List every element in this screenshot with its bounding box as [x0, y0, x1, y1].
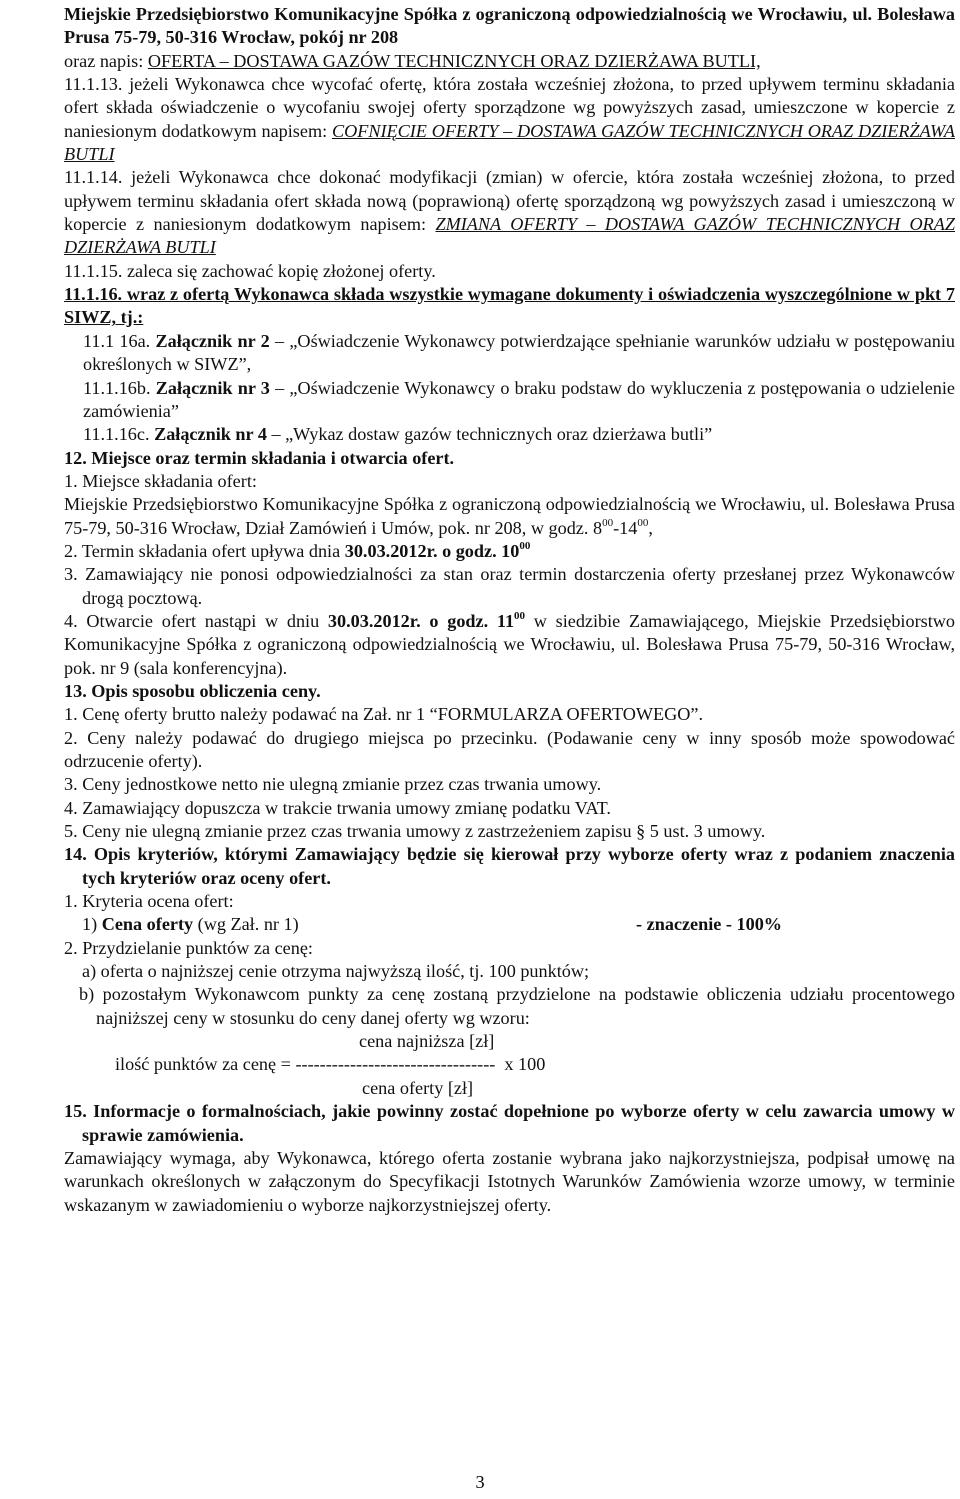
section-13-heading: 13. Opis sposobu obliczenia ceny. [64, 680, 321, 701]
section-12-4 [64, 610, 955, 680]
criteria-item [82, 913, 299, 936]
section-13-5: 5. Ceny nie ulegną zmianie przez czas trwania umowy z zastrzeżeniem zapisu § 5 ust. 3 umowy. [64, 821, 766, 842]
criteria-item-name: Cena oferty [101, 914, 194, 935]
section-12-4-place: w siedzibie Zamawiającego, Miejskie Przedsiębiorstwo Komunikacyjne Spółka z ograniczoną odpowiedzialnością we Wrocławiu, ul. Bolesława Prusa 75-79, 50-316 Wrocław, pok. nr 9 (sala konferencyjna). [64, 610, 955, 678]
header-address: Miejskie Przedsiębiorstwo Komunikacyjne Spółka z ograniczoną odpowiedzialnością we Wrocławiu, ul. Bolesława Prusa 75-79, 50-316 Wrocław, pokój nr 208 [64, 4, 955, 48]
section-12-3: 3. Zamawiający nie ponosi odpowiedzialności za stan oraz termin dostarczenia oferty przesłanej przez Wykonawców drogą pocztową. [64, 564, 955, 608]
section-12-1-title: 1. Miejsce składania ofert: [64, 470, 257, 491]
section-12-2-text: 2. Termin składania ofert upływa dnia [64, 540, 345, 561]
paragraph-11-1-13-envelope: COFNIĘCIE OFERTY – DOSTAWA GAZÓW TECHNICZNYCH ORAZ DZIERŻAWA BUTLI [64, 120, 956, 165]
paragraph-11-1-14-text: 11.1.14. jeżeli Wykonawca chce dokonać modyfikacji (zmian) w ofercie, która została wcześniej złożona, to przed upływem terminu składania ofert składa nową (poprawioną) ofertę sporządzoną wg powyższych zasad i umieszczoną w kopercie z naniesionym dodatkowym napisem: [64, 167, 955, 235]
page-number: 3 [475, 1472, 485, 1492]
header-envelope-prefix: oraz napis: [64, 50, 148, 71]
section-13-1: 1. Cenę oferty brutto należy podawać na Zał. nr 1 “FORMULARZA OFERTOWEGO”. [64, 704, 704, 725]
formula-line: ilość punktów za cenę = --------------------------------- x 100 [115, 1054, 546, 1075]
section-12-1-hour-start-sup: 00 [602, 516, 614, 529]
section-13-4: 4. Zamawiający dopuszcza w trakcie trwania umowy zmianę podatku VAT. [64, 797, 611, 818]
section-14-2-a: a) oferta o najniższej cenie otrzyma najwyższą ilość, tj. 100 punktów; [82, 961, 590, 982]
attachment-16a [64, 330, 955, 377]
criteria-weight: - znaczenie - 100% [636, 914, 782, 935]
section-15-text: Zamawiający wymaga, aby Wykonawca, którego oferta zostanie wybrana jako najkorzystniejsza, podpisał umowę na warunkach określonych w załączonym do Specyfikacji Istotnych Warunków Zamówienia wzorze umowy, w terminie wskazanym w zawiadomieniu o wyborze najkorzystniejszej oferty. [64, 1147, 955, 1215]
attachment-16b-text: – „Oświadczenie Wykonawcy o braku podstaw do wykluczenia z postępowania o udzielenie zamówienia” [83, 377, 956, 421]
paragraph-11-1-14 [64, 166, 955, 259]
section-13-3: 3. Ceny jednostkowe netto nie ulegną zmianie przez czas trwania umowy. [64, 774, 602, 795]
section-14-2-b: b) pozostałym Wykonawcom punkty za cenę zostaną przydzielone na podstawie obliczenia udziału procentowego najniższej ceny w stosunku do ceny danej oferty wg wzoru: [79, 984, 955, 1028]
criteria-row [82, 913, 782, 936]
attachment-16c [64, 423, 955, 446]
section-15-heading: 15. Informacje o formalnościach, jakie powinny zostać dopełnione po wyborze oferty w celu zawarcia umowy w sprawie zamówienia. [64, 1101, 955, 1145]
formula-numerator: cena najniższa [zł] [359, 1031, 495, 1052]
section-12-1-hour-end-sup: 00 [637, 516, 649, 529]
section-12-heading: 12. Miejsce oraz termin składania i otwarcia ofert. [64, 447, 455, 468]
attachment-16b-title: Załącznik nr 3 [155, 377, 270, 398]
attachment-16b [64, 377, 955, 424]
attachment-16c-title: Załącznik nr 4 [154, 424, 267, 445]
paragraph-11-1-16: 11.1.16. wraz z ofertą Wykonawca składa wszystkie wymagane dokumenty i oświadczenia wyszczególnione w pkt 7 SIWZ, tj.: [64, 284, 955, 328]
paragraph-11-1-13-text: 11.1.13. jeżeli Wykonawca chce wycofać ofertę, która została wcześniej złożona, to przed upływem terminu składania ofert składa oświadczenie o wycofaniu swojej oferty sporządzone wg powyższych zasad, umieszczone w kopercie z naniesionym dodatkowym napisem: [64, 74, 955, 141]
attachment-16b-number: 11.1.16b. [83, 377, 156, 398]
attachment-16c-text: – „Wykaz dostaw gazów technicznych oraz dzierżawa butli” [266, 424, 713, 445]
criteria-item-number: 1) [82, 914, 102, 935]
paragraph-11-1-15: 11.1.15. zaleca się zachować kopię złożonej oferty. [64, 260, 436, 281]
attachment-16a-text: – „Oświadczenie Wykonawcy potwierdzające spełnianie warunków udziału w postępowaniu określonych w SIWZ”, [83, 330, 955, 375]
section-12-1-end: , [648, 517, 653, 538]
section-12-4-text: 4. Otwarcie ofert nastąpi w dniu [64, 610, 328, 631]
section-12-1-text [64, 493, 955, 540]
section-12-4-date: 30.03.2012r. o godz. 11 [327, 610, 515, 631]
section-12-1-address: Miejskie Przedsiębiorstwo Komunikacyjne Spółka z ograniczoną odpowiedzialnością we Wrocławiu, ul. Bolesława Prusa 75-79, 50-316 Wrocław, Dział Zamówień i Umów, pok. nr 208, w godz. 8 [64, 494, 955, 538]
criteria-item-ref: (wg Zał. nr 1) [193, 914, 299, 935]
paragraph-11-1-14-envelope: ZMIANA OFERTY – DOSTAWA GAZÓW TECHNICZNYCH ORAZ DZIERŻAWA BUTLI [64, 214, 955, 258]
attachment-16a-title: Załącznik nr 2 [155, 330, 270, 351]
section-12-2 [64, 540, 955, 563]
paragraph-11-1-13 [64, 73, 955, 166]
header-envelope-label [64, 50, 955, 73]
section-14-heading: 14. Opis kryteriów, którymi Zamawiający będzie się kierował przy wyborze oferty wraz z podaniem znaczenia tych kryteriów oraz oceny ofert. [64, 844, 955, 888]
section-12-1-hour-end: -14 [613, 517, 638, 538]
attachment-16a-number: 11.1 16a. [83, 330, 156, 351]
header-envelope-title: OFERTA – DOSTAWA GAZÓW TECHNICZNYCH ORAZ DZIERŻAWA BUTLI, [147, 50, 761, 71]
section-14-2: 2. Przydzielanie punktów za cenę: [64, 937, 313, 958]
section-12-2-deadline-sup: 00 [519, 539, 531, 552]
formula-denominator: cena oferty [zł] [362, 1077, 474, 1098]
section-12-2-deadline: 30.03.2012r. o godz. 10 [344, 540, 520, 561]
section-12-4-date-sup: 00 [514, 609, 526, 622]
section-13-2: 2. Ceny należy podawać do drugiego miejsca po przecinku. (Podawanie ceny w inny sposób może spowodować odrzucenie oferty). [64, 727, 955, 771]
section-14-1: 1. Kryteria ocena ofert: [64, 891, 234, 912]
attachment-16c-number: 11.1.16c. [83, 424, 155, 445]
